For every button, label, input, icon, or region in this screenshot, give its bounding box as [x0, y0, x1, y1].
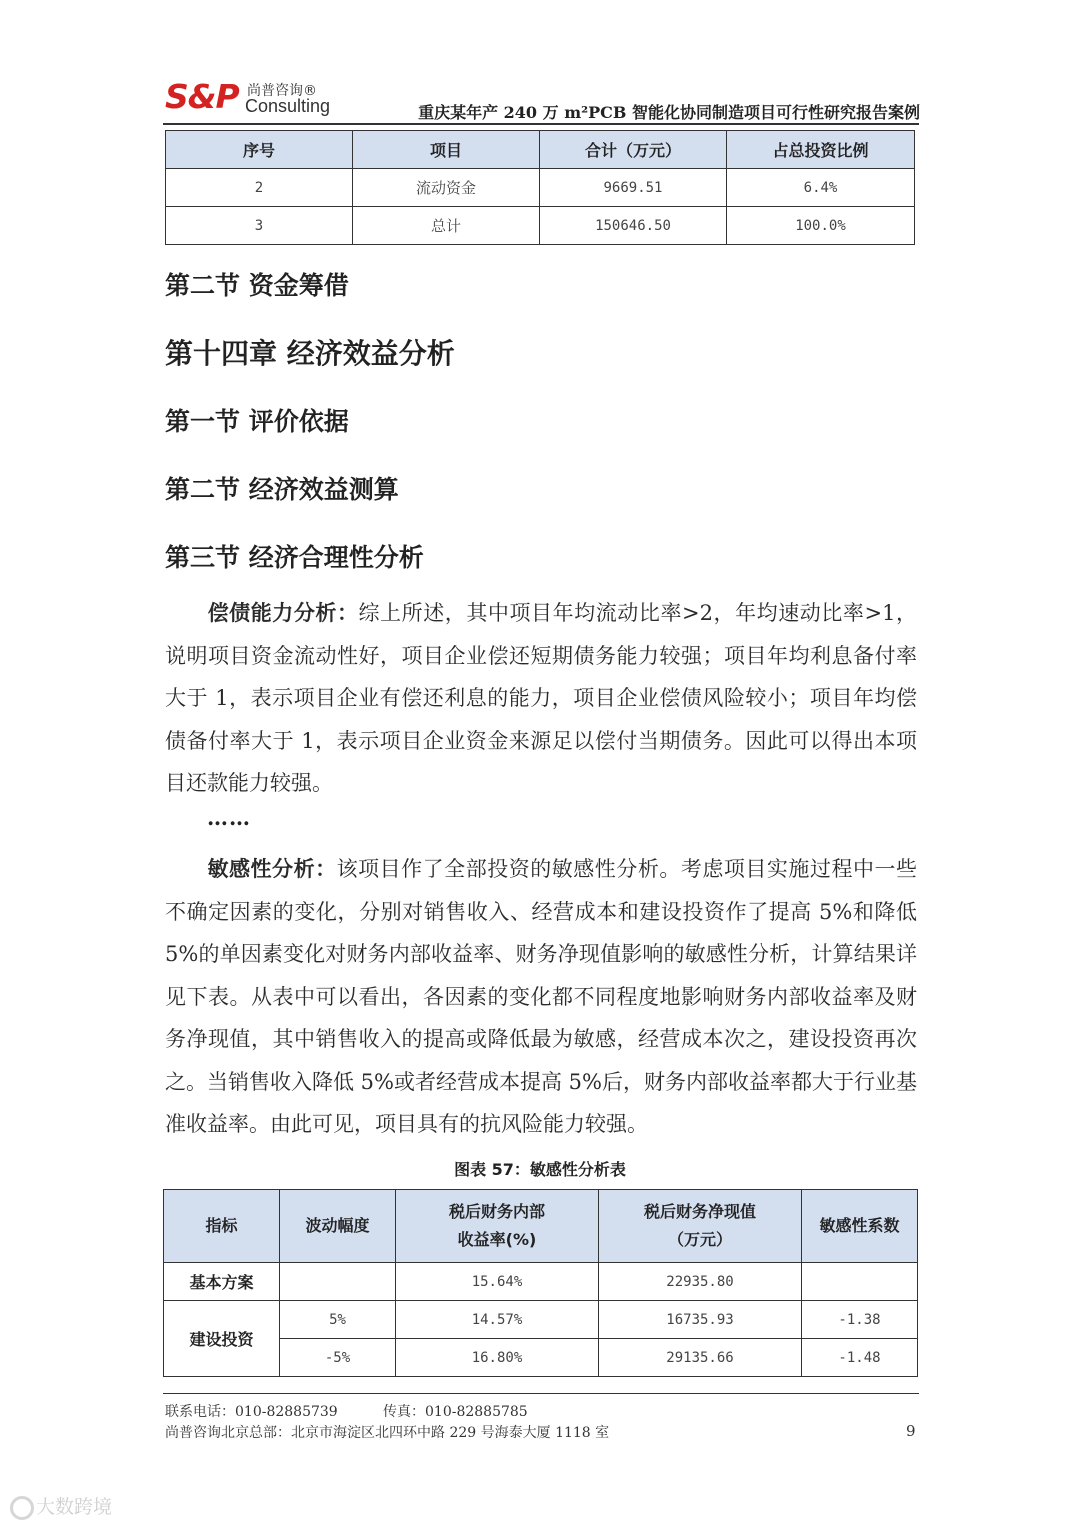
debt-paragraph	[165, 592, 917, 805]
footer-fax: 传真：010-82885785	[383, 1404, 528, 1420]
cell-share: 100.0%	[727, 207, 915, 245]
footer-address: 尚普咨询北京总部：北京市海淀区北四环中路 229 号海泰大厦 1118 室	[165, 1425, 610, 1441]
cell-index: 2	[166, 169, 353, 207]
cell-npv: 22935.80	[599, 1263, 802, 1301]
debt-lead: 偿债能力分析：	[207, 601, 359, 625]
col-header-irr	[396, 1190, 599, 1263]
sensitivity-paragraph	[165, 848, 917, 1146]
table-row	[164, 1301, 918, 1339]
col-header-indicator: 指标	[164, 1190, 280, 1263]
document-title: 重庆某年产 240 万 m²PCB 智能化协同制造项目可行性研究报告案例	[418, 103, 920, 122]
sensitivity-lead: 敏感性分析：	[207, 857, 337, 881]
cell-irr: 16.80%	[396, 1339, 599, 1377]
company-logo	[165, 78, 335, 120]
col-header-coefficient: 敏感性系数	[802, 1190, 918, 1263]
cell-share: 6.4%	[727, 169, 915, 207]
col-header-share: 占总投资比例	[727, 131, 915, 169]
logo-mark: S&P	[165, 77, 239, 116]
col-header-total: 合计（万元）	[540, 131, 727, 169]
cell-npv: 29135.66	[599, 1339, 802, 1377]
table-header-row	[164, 1190, 918, 1263]
cell-irr: 14.57%	[396, 1301, 599, 1339]
cell-total: 150646.50	[540, 207, 727, 245]
table-row	[166, 169, 915, 207]
table-row	[166, 207, 915, 245]
table-header-row	[166, 131, 915, 169]
cell-irr: 15.64%	[396, 1263, 599, 1301]
chapter-heading-economic-benefit: 第十四章 经济效益分析	[165, 337, 455, 370]
col-header-item: 项目	[353, 131, 540, 169]
watermark	[10, 1492, 150, 1524]
investment-summary-table	[165, 130, 915, 245]
section-heading-rationality: 第三节 经济合理性分析	[165, 543, 424, 572]
cell-coefficient: -1.38	[802, 1301, 918, 1339]
footer-phone: 联系电话：010-82885739	[165, 1404, 338, 1420]
cell-range: -5%	[280, 1339, 396, 1377]
col-header-irr-line1: 税后财务内部	[448, 1202, 545, 1221]
row-label-base: 基本方案	[164, 1263, 280, 1301]
watermark-text: 大数跨境	[36, 1496, 113, 1518]
section-heading-benefit-calculation: 第二节 经济效益测算	[165, 475, 399, 504]
cell-item: 流动资金	[353, 169, 540, 207]
ellipsis: ……	[207, 805, 251, 830]
section-heading-evaluation-basis: 第一节 评价依据	[165, 407, 349, 436]
footer-divider	[163, 1393, 919, 1394]
col-header-npv-line1: 税后财务净现值	[643, 1202, 756, 1221]
header-divider	[163, 123, 919, 125]
cell-range: 5%	[280, 1301, 396, 1339]
col-header-npv	[599, 1190, 802, 1263]
cell-range	[280, 1263, 396, 1301]
logo-chinese: 尚普咨询®	[247, 83, 317, 99]
cell-total: 9669.51	[540, 169, 727, 207]
cell-item: 总计	[353, 207, 540, 245]
cell-coefficient: -1.48	[802, 1339, 918, 1377]
sensitivity-body: 该项目作了全部投资的敏感性分析。考虑项目实施过程中一些不确定因素的变化，分别对销售收入、经营成本和建设投资作了提高 5%和降低 5%的单因素变化对财务内部收益率、财务净现值影响的敏感性分析，计算结果详见下表。从表中可以看出，各因素的变化都不同程度地影响财务内部收益率及财务净现值，其中销售收入的提高或降低最为敏感，经营成本次之，建设投资再次之。当销售收入降低 5%或者经营成本提高 5%后，财务内部收益率都大于行业基准收益率。由此可见，项目具有的抗风险能力较强。	[165, 857, 918, 1136]
col-header-npv-line2: （万元）	[667, 1230, 732, 1249]
table-row	[164, 1263, 918, 1301]
cell-npv: 16735.93	[599, 1301, 802, 1339]
sensitivity-table	[163, 1189, 918, 1377]
debt-body: 综上所述，其中项目年均流动比率>2，年均速动比率>1，说明项目资金流动性好，项目企业偿还短期债务能力较强；项目年均利息备付率大于 1，表示项目企业有偿还利息的能力，项目企业偿债风险较小；项目年均偿债备付率大于 1，表示项目企业资金来源足以偿付当期债务。因此可以得出本项目还款能力较强。	[165, 601, 918, 795]
watermark-logo-icon	[10, 1496, 34, 1520]
col-header-index: 序号	[166, 131, 353, 169]
col-header-range: 波动幅度	[280, 1190, 396, 1263]
page-number: 9	[906, 1422, 916, 1440]
row-label-construction: 建设投资	[164, 1301, 280, 1377]
col-header-irr-line2: 收益率(%)	[457, 1230, 537, 1249]
table-caption: 图表 57：敏感性分析表	[454, 1160, 626, 1179]
section-heading-financing: 第二节 资金筹借	[165, 271, 349, 300]
logo-english: Consulting	[245, 96, 331, 116]
cell-index: 3	[166, 207, 353, 245]
cell-coefficient	[802, 1263, 918, 1301]
